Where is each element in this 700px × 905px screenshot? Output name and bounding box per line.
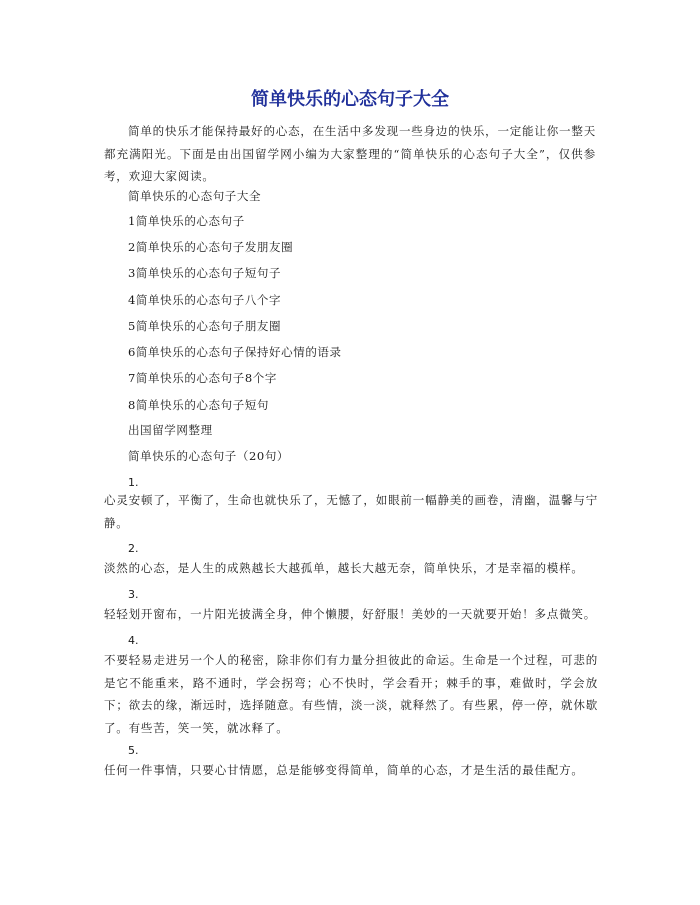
item-text-4: 不要轻易走进另一个人的秘密，除非你们有力量分担彼此的命运。生命是一个过程，可悲的是它不能重来，路不通时，学会拐弯；心不快时，学会看开；棘手的事，难做时，学会放下；欲去的缘，渐远时，选择随意。有些情，淡一淡，就释然了。有些累，停一停，就休歇了。有些苦，笑一笑，就冰释了。 — [104, 653, 598, 735]
toc-item-3: 3简单快乐的心态句子短句子 — [128, 266, 282, 280]
toc-item-1: 1简单快乐的心态句子 — [128, 214, 245, 228]
item-text-1: 心灵安顿了，平衡了，生命也就快乐了，无憾了，如眼前一幅静美的画卷，清幽，温馨与宁静。 — [104, 493, 598, 530]
item-number-4: 4. — [128, 634, 139, 647]
toc-item-5: 5简单快乐的心态句子朋友圈 — [128, 319, 282, 333]
toc-item-7: 7简单快乐的心态句子8个字 — [128, 371, 277, 385]
item-text-2: 淡然的心态，是人生的成熟越长大越孤单，越长大越无奈，简单快乐，才是幸福的模样。 — [104, 561, 584, 575]
toc-heading: 简单快乐的心态句子大全 — [128, 189, 262, 203]
item-text-3: 轻轻划开窗布，一片阳光披满全身，伸个懒腰，好舒服！美妙的一天就要开始！多点微笑。 — [104, 607, 596, 621]
toc-item-6: 6简单快乐的心态句子保持好心情的语录 — [128, 345, 342, 359]
source-note: 出国留学网整理 — [128, 423, 213, 437]
section-heading: 简单快乐的心态句子（20句） — [128, 449, 290, 463]
item-number-2: 2. — [128, 542, 139, 555]
document-title: 简单快乐的心态句子大全 — [251, 89, 449, 110]
toc-item-2: 2简单快乐的心态句子发朋友圈 — [128, 240, 294, 254]
item-number-1: 1. — [128, 476, 139, 489]
item-number-3: 3. — [128, 588, 139, 601]
toc-item-4: 4简单快乐的心态句子八个字 — [128, 293, 282, 307]
item-text-5: 任何一件事情，只要心甘情愿，总是能够变得简单，简单的心态，才是生活的最佳配方。 — [104, 763, 584, 777]
toc-item-8: 8简单快乐的心态句子短句 — [128, 398, 270, 412]
item-number-5: 5. — [128, 744, 139, 757]
intro-paragraph: 简单的快乐才能保持最好的心态，在生活中多发现一些身边的快乐，一定能让你一整天都充满阳光。下面是由出国留学网小编为大家整理的“简单快乐的心态句子大全”，仅供参考，欢迎大家阅读。 — [104, 124, 596, 183]
